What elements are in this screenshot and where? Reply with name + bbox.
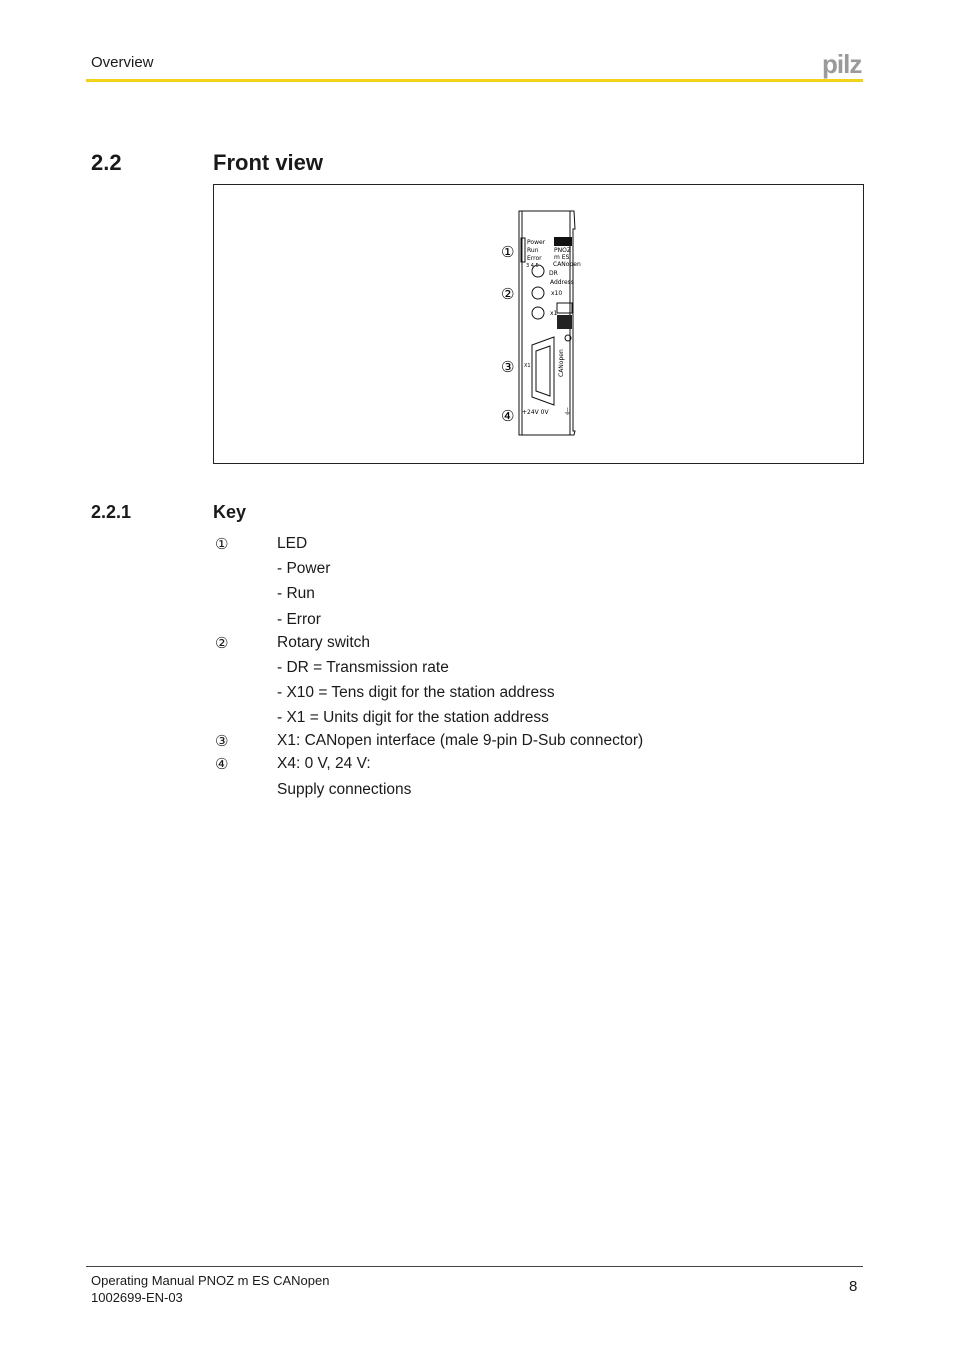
front-view-figure <box>213 184 864 464</box>
connector-id: X1 <box>524 363 531 369</box>
x10-label: x10 <box>551 290 563 297</box>
header-rule <box>86 79 863 82</box>
callout-1: ① <box>501 243 515 261</box>
dr-label: DR <box>549 270 558 277</box>
rotary-switches <box>532 265 544 319</box>
connector-label: CANopen <box>558 349 565 377</box>
key-text: X4: 0 V, 24 V: <box>277 755 371 772</box>
callout-4: ④ <box>501 407 515 425</box>
callout-2: ② <box>501 285 515 303</box>
pilz-mini-logo <box>554 237 572 246</box>
key-text: - DR = Transmission rate <box>277 659 449 676</box>
key-marker-1: ① <box>215 536 229 553</box>
key-text: - Error <box>277 611 321 628</box>
key-text: Rotary switch <box>277 634 371 651</box>
key-marker-3: ③ <box>215 733 229 750</box>
key-text: X1: CANopen interface (male 9-pin D-Sub connector) <box>277 732 644 749</box>
led-label-run: Run <box>527 247 539 254</box>
dsub-inner <box>536 346 550 396</box>
key-text: - Power <box>277 560 331 577</box>
address-label: Address <box>550 279 574 286</box>
x1-label: x1 <box>550 310 558 317</box>
page-number: 8 <box>849 1278 858 1295</box>
header-section-title: Overview <box>91 54 154 71</box>
subsection-number: 2.2.1 <box>91 502 132 522</box>
key-marker-2: ② <box>215 635 229 652</box>
key-text: - X10 = Tens digit for the station address <box>277 684 555 701</box>
product-label-1: PNOZ <box>554 247 571 254</box>
pilz-logo: pilz <box>822 49 862 79</box>
section-number: 2.2 <box>91 150 122 175</box>
footer-title: Operating Manual PNOZ m ES CANopen <box>91 1273 330 1288</box>
footer-doc-number: 1002699-EN-03 <box>91 1290 183 1305</box>
label-plate <box>557 315 572 329</box>
key-text: Supply connections <box>277 781 412 798</box>
led-label-error: Error <box>527 255 542 262</box>
key-text: LED <box>277 535 308 552</box>
rotary-digits: 3 4 5 <box>526 263 539 269</box>
supply-label: +24V 0V <box>522 409 549 416</box>
callout-3: ③ <box>501 358 515 376</box>
key-text: - Run <box>277 585 315 602</box>
footer-rule <box>86 1266 863 1267</box>
subsection-title: Key <box>213 502 247 522</box>
dsub-connector <box>532 337 554 405</box>
ground-symbol: ⏚ <box>563 408 573 418</box>
product-label-2: m ES <box>554 254 570 261</box>
key-text: - X1 = Units digit for the station address <box>277 709 549 726</box>
section-title: Front view <box>213 150 324 175</box>
device-front-drawing <box>214 185 863 463</box>
key-marker-4: ④ <box>215 756 229 773</box>
product-label-3: CANopen <box>553 261 581 268</box>
led-label-power: Power <box>527 239 546 246</box>
